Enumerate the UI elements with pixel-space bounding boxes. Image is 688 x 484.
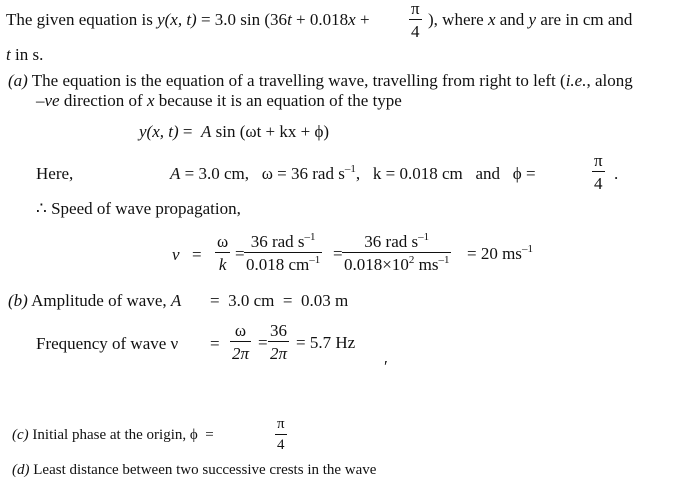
speed-result <box>467 245 533 262</box>
sup: –1 <box>418 231 430 243</box>
fraction-numerator: 36 <box>268 322 289 342</box>
frequency-label: Frequency of wave ν <box>36 334 179 353</box>
sup: 2 <box>408 254 415 266</box>
part-d-text: Least distance between two successive crests in the wave <box>29 462 377 478</box>
intro-text: in s. <box>10 45 44 64</box>
intro-text: + <box>355 10 370 29</box>
speed-v: v <box>172 245 180 264</box>
fraction-denominator: 2π <box>232 344 250 363</box>
part-a-var: x <box>146 91 155 110</box>
speed-result-text: = 20 ms <box>467 244 522 263</box>
fraction-numerator: π <box>411 0 420 18</box>
part-a-line-1 <box>8 72 633 89</box>
intro-fraction-pi-4 <box>409 0 422 40</box>
part-b-text: Amplitude of wave, <box>27 291 167 310</box>
fraction-denominator: 2π <box>270 344 288 363</box>
fraction-numerator: π <box>594 151 603 170</box>
part-a-text: direction of <box>59 91 147 110</box>
part-a-ve: ve <box>44 91 60 110</box>
general-lhs: y(x, t) <box>139 122 179 141</box>
frequency-fraction-36 <box>268 322 289 362</box>
part-b-amplitude <box>8 292 181 309</box>
fraction-denominator: 0.018 cm <box>246 255 310 274</box>
intro-line-1 <box>6 11 370 28</box>
therefore-line: ∴ Speed of wave propagation, <box>36 199 241 218</box>
part-b-label: (b) <box>8 291 28 310</box>
intro-text: and <box>495 10 529 29</box>
here-text: = 3.0 cm, ω = 36 rad s <box>180 164 345 183</box>
here-A: A <box>170 164 181 183</box>
intro-line-2 <box>6 46 43 63</box>
fraction-numerator: ω <box>217 232 229 251</box>
fraction-numerator: ω <box>230 322 251 342</box>
fraction-numerator: π <box>275 417 287 435</box>
part-a-text: because it is an equation of the type <box>154 91 402 110</box>
speed-fraction-3 <box>342 233 451 273</box>
part-c-text: Initial phase at the origin, ϕ = <box>28 427 214 443</box>
general-rhs: sin (ωt + kx + ϕ) <box>211 122 330 141</box>
fraction-denominator: k <box>218 255 227 274</box>
speed-eq: = <box>333 244 343 263</box>
intro-line-1-end <box>428 11 632 28</box>
intro-text: are in cm and <box>536 10 633 29</box>
intro-text: + 0.018 <box>291 10 349 29</box>
part-d-label: (d) <box>12 462 30 478</box>
here-sup: –1 <box>344 163 356 175</box>
intro-text: = 3.0 sin (36 <box>196 10 288 29</box>
sup: –1 <box>304 231 316 243</box>
part-a-text: The equation is the equation of a travelling wave, travelling from right to left ( <box>31 71 566 90</box>
part-c-label: (c) <box>12 427 29 443</box>
fraction-numerator: 36 rad s <box>250 232 305 251</box>
here-dot: . <box>614 164 619 183</box>
speed-fraction-omega-k <box>215 233 230 273</box>
intro-var: y <box>528 10 537 29</box>
part-c-fraction-pi-4 <box>275 417 287 453</box>
part-a-ie: i.e. <box>565 71 587 90</box>
fraction-denominator: 4 <box>411 22 420 41</box>
sup: –1 <box>309 254 321 266</box>
part-a-line-2 <box>36 92 402 109</box>
intro-var: t <box>6 45 11 64</box>
intro-text: ), where <box>428 10 488 29</box>
here-text: , k = 0.018 cm and ϕ = <box>355 164 540 183</box>
general-wave-equation <box>139 123 329 140</box>
intro-yxt: y(x, t) <box>157 10 197 29</box>
fraction-numerator: 36 rad s <box>364 232 419 251</box>
here-fraction-pi-4 <box>592 152 605 192</box>
intro-var: t <box>287 10 292 29</box>
sup: –1 <box>438 254 450 266</box>
stray-mark: ʹ <box>384 357 388 376</box>
part-d-line <box>12 463 376 478</box>
here-values <box>170 165 540 182</box>
part-a-label: (a) <box>8 71 28 90</box>
intro-var: x <box>487 10 496 29</box>
fraction-denominator: 4 <box>594 174 603 193</box>
frequency-eq: = <box>258 333 268 352</box>
fraction-denominator: 0.018×10 <box>344 255 409 274</box>
frequency-fraction-omega <box>230 322 251 362</box>
speed-eq: = <box>235 244 245 263</box>
part-c-line <box>12 428 214 443</box>
speed-eq: = <box>192 245 202 264</box>
general-A: A <box>200 122 212 141</box>
intro-var: x <box>348 10 356 29</box>
fraction-denominator: ms <box>414 255 439 274</box>
frequency-eq: = <box>210 334 220 353</box>
part-a-text: , along <box>586 71 633 90</box>
part-a-text: – <box>36 91 45 110</box>
fraction-denominator: 4 <box>277 437 285 453</box>
speed-fraction-2 <box>244 233 322 273</box>
intro-text: The given equation is <box>6 10 158 29</box>
amplitude-value: = 3.0 cm = 0.03 m <box>210 291 349 310</box>
frequency-result: = 5.7 Hz <box>296 333 356 352</box>
here-label: Here, <box>36 164 74 183</box>
part-b-A: A <box>170 291 182 310</box>
sup: –1 <box>521 243 533 255</box>
general-eq: = <box>178 122 201 141</box>
